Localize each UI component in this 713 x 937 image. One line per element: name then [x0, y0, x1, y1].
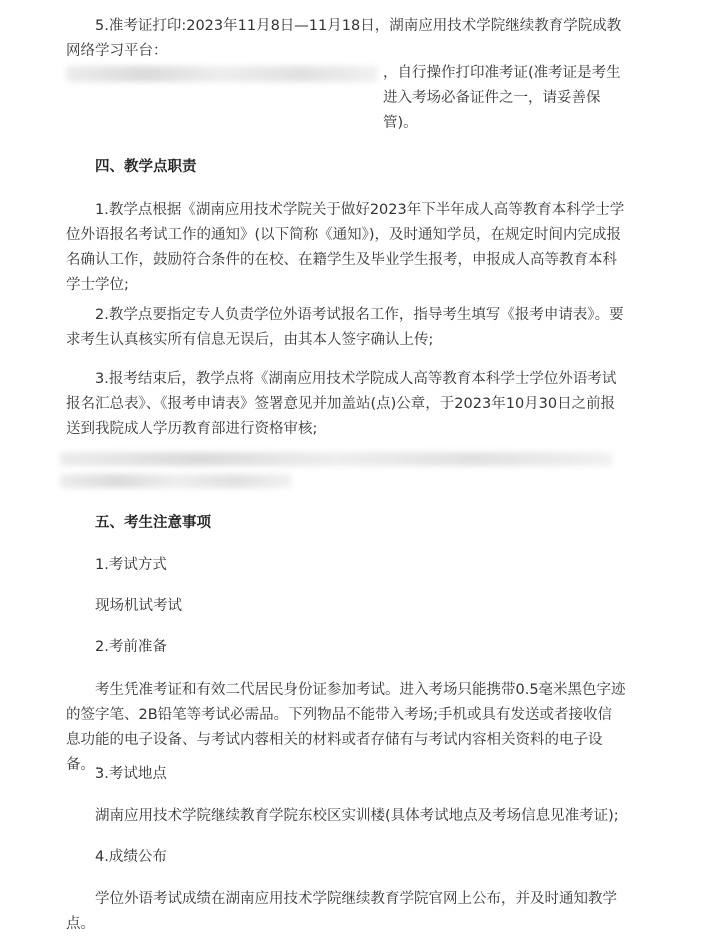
section4-heading: 四、教学点职责	[95, 159, 197, 175]
redacted-line-1	[60, 452, 612, 466]
print-admission-text: 5.准考证打印:2023年11月8日—11月18日，湖南应用技术学院继续教育学院成教网络学习平台：	[66, 18, 622, 59]
redacted-line-2	[60, 474, 292, 488]
section4-item3-block	[66, 367, 626, 442]
section4-item3: 3.报考结束后，教学点将《湖南应用技术学院成人高等教育本科学士学位外语考试报名汇总表》、《报考申请表》签署意见并加盖站(点)公章，于2023年10月30日之前报送到我院成人学历教育部进行资格审核;	[66, 371, 617, 437]
section4-item1: 1.教学点根据《湖南应用技术学院关于做好2023年下半年成人高等教育本科学士学位外语报名考试工作的通知》(以下简称《通知》)，及时通知学员，在规定时间内完成报名确认工作，鼓励符合条件的在校、在籍学生及毕业学生报考，申报成人高等教育本科学士学位;	[66, 202, 625, 293]
location-text: 湖南应用技术学院继续教育学院东校区实训楼(具体考试地点及考场信息见准考证);	[95, 808, 619, 824]
section4-item2: 2.教学点要指定专人负责学位外语考试报名工作，指导考生填写《报考申请表》。要求考生认真核实所有信息无误后，由其本人签字确认上传;	[66, 307, 624, 348]
exam-method-title-block	[66, 553, 626, 578]
results-text: 学位外语考试成绩在湖南应用技术学院继续教育学院官网上公布，并及时通知教学点。	[66, 891, 617, 932]
exam-method-title: 1.考试方式	[95, 557, 167, 573]
results-title: 4.成绩公布	[95, 849, 167, 865]
results-title-block	[66, 845, 626, 870]
section5-heading-block	[66, 511, 626, 536]
redacted-url	[66, 66, 378, 82]
location-title: 3.考试地点	[95, 766, 167, 782]
section4-heading-block	[66, 155, 626, 180]
section4-item2-block	[66, 303, 626, 353]
section4-item1-block	[66, 198, 626, 298]
location-block	[66, 804, 626, 829]
results-block	[66, 887, 626, 937]
exam-method: 现场机试考试	[95, 598, 182, 614]
prep-title: 2.考前准备	[95, 639, 167, 655]
print-admission-tail-text: ，自行操作打印准考证(准考证是考生进入考场必备证件之一，请妥善保管)。	[383, 65, 621, 131]
print-admission-tail	[383, 61, 626, 136]
prep-text: 考生凭准考证和有效二代居民身份证参加考试。进入考场只能携带0.5毫米黑色字迹的签字笔、2B铅笔等考试必需品。下列物品不能带入考场;手机或具有发送或者接收信息功能的电子设备、与考试内蓉相关的材料或者存储有与考试内容相关资料的电子设备。.	[66, 682, 626, 773]
print-admission-paragraph	[66, 14, 626, 64]
location-title-block	[66, 762, 626, 787]
prep-title-block	[66, 635, 626, 660]
section5-heading: 五、考生注意事项	[95, 515, 211, 531]
exam-method-block	[66, 594, 626, 619]
